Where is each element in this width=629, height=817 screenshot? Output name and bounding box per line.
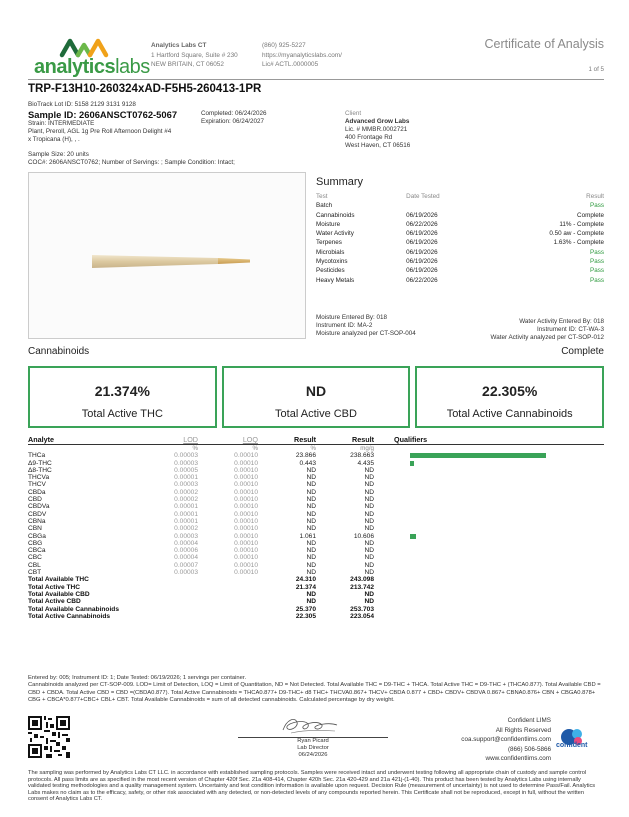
analyte-name: CBGa [28,532,46,540]
total-row [28,591,604,598]
summary-result: Complete [577,211,604,219]
biotrack-lot-id: BioTrack Lot ID: 5158 2129 3131 9128 [28,101,136,108]
analyte-row [28,460,604,467]
analyte-loq: 0.00010 [234,547,258,555]
summary-test: Batch [316,202,333,210]
preroll-image-icon [90,250,252,272]
water-activity-instrument-info: Water Activity Entered By: 018 Instrument ID: CT-WA-3 Water Activity analyzed per CT-SOP-012 [490,318,604,341]
cannabinoid-totals-boxes [28,366,604,428]
analyte-result-pct: ND [306,525,316,533]
total-result-pct: 24.310 [295,576,316,584]
summary-result: Pass [590,248,604,256]
analyte-result-pct: ND [306,561,316,569]
analyte-result-pct: ND [306,554,316,562]
summary-date: 06/22/2026 [406,220,438,228]
analyte-result-pct: ND [306,503,316,511]
analyte-lod: 0.00004 [174,554,198,562]
summary-date [406,201,476,210]
analyte-loq: 0.00010 [234,561,258,569]
summary-test: Mycotoxins [316,258,348,266]
analyte-name: THCa [28,452,46,460]
analyte-result-mg: ND [364,510,374,518]
analyte-lod: 0.00002 [174,496,198,504]
analyte-name: CBDa [28,488,46,496]
analyte-result-pct: ND [306,496,316,504]
analyte-result-pct: ND [306,517,316,525]
analyte-result-pct: 0.443 [299,459,316,467]
summary-date: 06/19/2026 [406,211,438,219]
analyte-result-mg: ND [364,554,374,562]
lims-info: Confident LIMS All Rights Reserved coa.support@confidentlims.com (866) 506-5866 www.confidentlims.com [461,717,551,762]
sample-strain: Strain: INTERMEDIATE Plant, Preroll, AGL 1g Pre Roll Afternoon Delight #4 x Tropicana (H), , . [28,120,172,143]
analyte-lod: 0.00001 [174,474,198,482]
analyte-lod: 0.00004 [174,539,198,547]
analyte-bar-cell [374,533,604,540]
lab-address: Analytics Labs CT 1 Hartford Square, Suite # 230 NEW BRITAIN, CT 06052 [151,42,238,68]
analyte-result-pct: ND [306,510,316,518]
analyte-lod: 0.00003 [174,532,198,540]
analyte-bar-cell [374,489,604,496]
analyte-loq: 0.00010 [234,525,258,533]
analyte-bar-cell [374,460,604,467]
lab-license: Lic# ACTL.0000005 [262,61,319,68]
total-result-pct: ND [306,598,316,606]
analyte-loq: 0.00010 [234,481,258,489]
signature-date: 06/24/2026 [298,751,328,758]
analyte-name: CBN [28,525,42,533]
analyte-row [28,481,604,488]
summary-date: 06/19/2026 [406,258,438,266]
analyte-row [28,569,604,576]
analyte-bar-cell [374,554,604,561]
total-row [28,576,604,583]
summary-row [316,238,604,247]
analyte-loq: 0.00010 [234,539,258,547]
total-active-thc-box: 21.374% Total Active THC [28,366,217,428]
analyte-result-mg: ND [364,517,374,525]
analyte-bar-cell [374,547,604,554]
summary-row [316,248,604,257]
summary-header-row: Test Date Tested Result [316,193,604,200]
lims-phone: (866) 506-5866 [507,745,551,753]
analyte-row [28,503,604,510]
analyte-row [28,554,604,561]
lab-name: Analytics Labs CT [151,42,207,49]
analyte-result-mg: ND [364,539,374,547]
analyte-loq: 0.00010 [234,474,258,482]
analyte-row [28,452,604,459]
client-name: Advanced Grow Labs [345,118,410,125]
total-name: Total Active Cannabinoids [28,612,111,620]
header-divider [28,79,604,80]
summary-row [316,211,604,220]
total-result-mg: ND [364,598,374,606]
analyte-lod: 0.00001 [174,503,198,511]
disclaimer: The sampling was performed by Analytics Labs CT LLC. in accordance with established sampling protocols. Samples were received intact and underwent testing following all appropriate chain of custody and sample control protocols. All pass limits are as specified in the most recent version of Chapter 420f Sec. 21a 408-414, Chapter 420h Sec. 21a 420-429 and 21a 421j-(1-40). This product has been tested by Analytics Labs using internally validated testing methodologies and a quality management system. Uncertainty and test condition information is available upon request. Decision Rule (measurement of uncertainty) is not used to determine Pass/Fail. Analytics Labs makes no claim as to the efficacy, safety, or other risk associated with any detected, or non-detected levels of any compounds reported herein. This Certificate shall not be reproduced, except in full, without the written consent of Analytics Labs CT. [28,770,596,803]
analyte-name: CBCa [28,547,46,555]
total-result-pct: 21.374 [295,583,316,591]
cannabinoids-title: Cannabinoids [28,346,90,357]
qr-code-icon[interactable] [28,716,70,758]
analyte-lod: 0.00003 [174,459,198,467]
summary-test: Water Activity [316,230,354,238]
summary-date: 06/19/2026 [406,230,438,238]
analyte-loq: 0.00010 [234,510,258,518]
signatory [238,738,388,758]
total-result-mg: 243.098 [350,576,374,584]
lims-website-link[interactable]: www.confidentlims.com [485,755,551,762]
lims-email-link[interactable]: coa.support@confidentlims.com [461,736,551,743]
sample-size: Sample Size: 20 units COC#: 2606ANSCT0762; Number of Servings: ; Sample Condition: Intact; [28,151,235,166]
sample-id: Sample ID: 2606ANSCT0762-5067 [28,109,178,120]
total-result-mg: 223.054 [350,612,374,620]
batch-title: TRP-F13H10-260324xAD-F5H5-260413-1PR [28,83,262,95]
analyte-result-pct: ND [306,539,316,547]
analyte-result-mg: 4.435 [357,459,374,467]
analyte-name: CBD [28,496,42,504]
analyte-loq: 0.00010 [234,532,258,540]
analyte-units-row: % % % mg/g [192,445,374,452]
analyte-bar-cell [374,481,604,488]
signature-icon [277,713,343,737]
summary-table [316,192,604,285]
analyte-row [28,496,604,503]
moisture-instrument-info: Moisture Entered By: 018 Instrument ID: MA-2 Moisture analyzed per CT-SOP-004 [316,314,416,337]
analyte-bar-cell [374,467,604,474]
analyte-row [28,511,604,518]
total-name: Total Available Cannabinoids [28,605,119,613]
analyte-result-pct: ND [306,569,316,577]
analyte-result-mg: ND [364,474,374,482]
lab-phone: (860) 925-5227 [262,42,306,49]
analyte-name: CBNa [28,517,46,525]
analyte-bar-cell [374,518,604,525]
analyte-table [28,435,604,620]
summary-test: Pesticides [316,267,345,275]
analyte-result-pct: ND [306,474,316,482]
analyte-lod: 0.00003 [174,481,198,489]
analyte-bar [410,534,416,539]
analyte-name: CBC [28,554,42,562]
total-name: Total Available THC [28,576,89,584]
analyte-header-row: Analyte LOD LOQ Result Result Qualifiers [28,435,604,445]
analyte-bar-cell [374,569,604,576]
analyte-row [28,518,604,525]
analyte-result-mg: ND [364,481,374,489]
summary-test: Cannabinoids [316,211,355,219]
analyte-bar-cell [374,474,604,481]
summary-result: Pass [590,267,604,275]
client-label: Client [345,110,362,117]
summary-row [316,266,604,275]
lab-contact [262,41,342,70]
total-result-mg: ND [364,590,374,598]
analyte-row [28,533,604,540]
analyte-loq: 0.00010 [234,488,258,496]
total-row [28,606,604,613]
summary-title: Summary [316,176,364,188]
analyte-result-pct: ND [306,481,316,489]
analyte-lod: 0.00001 [174,517,198,525]
sample-dates: Completed: 06/24/2026 Expiration: 06/24/2027 [201,110,267,125]
analyte-result-mg: ND [364,488,374,496]
analyte-row [28,467,604,474]
analyte-row [28,474,604,481]
analyte-bar-cell [374,525,604,532]
confident-wordmark: confident [556,742,588,749]
analyte-result-mg: ND [364,525,374,533]
summary-row [316,220,604,229]
analyte-row [28,547,604,554]
analyte-result-mg: ND [364,496,374,504]
analyte-loq: 0.00010 [234,503,258,511]
total-result-pct: ND [306,590,316,598]
analyte-lod: 0.00007 [174,561,198,569]
analyte-bar-cell [374,540,604,547]
summary-date: 06/22/2026 [406,276,438,284]
analyte-lod: 0.00006 [174,547,198,555]
analyte-loq: 0.00010 [234,569,258,577]
analyte-result-pct: ND [306,466,316,474]
analyte-result-pct: 1.061 [299,532,316,540]
total-result-mg: 213.742 [350,583,374,591]
page-number: 1 of 5 [588,66,604,73]
analyte-bar-cell [374,562,604,569]
analyte-bar-cell [374,496,604,503]
summary-test: Terpenes [316,239,342,247]
analyte-loq: 0.00010 [234,459,258,467]
summary-result: Pass [590,258,604,266]
analyte-name: CBT [28,569,42,577]
analyte-row [28,525,604,532]
analyte-name: Δ8-THC [28,466,52,474]
analyte-result-mg: ND [364,466,374,474]
analyte-bar-cell [374,511,604,518]
analyte-lod: 0.00001 [174,510,198,518]
total-result-pct: 25.370 [295,605,316,613]
total-row [28,598,604,605]
analyte-loq: 0.00010 [234,517,258,525]
analyte-result-mg: ND [364,503,374,511]
analyte-lod: 0.00002 [174,525,198,533]
analyte-lod: 0.00003 [174,569,198,577]
signatory-title: Lab Director [297,744,329,751]
analyte-bar [410,453,546,458]
total-result-pct: 22.305 [295,612,316,620]
analyte-loq: 0.00010 [234,496,258,504]
total-row [28,584,604,591]
analyte-row [28,540,604,547]
analyte-name: CBDV [28,510,47,518]
summary-date: 06/19/2026 [406,239,438,247]
signatory-name: Ryan Picard [297,738,329,744]
analyte-lod: 0.00003 [174,452,198,460]
summary-result: 0.50 aw - Complete [549,230,604,238]
analyte-row [28,489,604,496]
analyte-result-pct: ND [306,488,316,496]
summary-row [316,276,604,285]
analyte-result-mg: ND [364,547,374,555]
summary-result: Pass [590,202,604,210]
analyte-row [28,562,604,569]
analyte-result-pct: ND [306,547,316,555]
analyte-loq: 0.00010 [234,554,258,562]
summary-row [316,229,604,238]
analyte-name: CBDVa [28,503,50,511]
analyte-lod: 0.00002 [174,488,198,496]
client-info: Client Advanced Grow Labs Lic. # MMBR.0002721 400 Frontage Rd West Haven, CT 06516 [345,110,411,149]
total-name: Total Active THC [28,583,81,591]
analyte-loq: 0.00010 [234,452,258,460]
cannabinoid-notes: Entered by: 005; Instrument ID: 1; Date Tested: 06/19/2026; 1 servings per container. Cannabinoids analyzed per CT-SOP-009. LOD= Limit of Detection, LOQ = Limit of Quantitation, ND = Not Detected. Total Available THC = D9-THC + THCA. Total Active THC = D9-THC + (THCA0.877). Total Available CBD = CBD + CBDA. Total Active CBD = CBD =(CBDA0.877). Total Active Cannabinoids = THCA0.877+ D9-THC+ d8 THC+ THCVA0.867+ THCV+ CBDA 0.877 + CBD+ CBDV+ CBDVA 0.867+ CBNA0.876+ CBN + CBGA0.878+ CBG + CBCA*0.877+CBC+ CBL+ CBT. Total Available Cannabinoids = sum of all detected cannabinoids. Calculated percentage by dry weight. [28,675,601,703]
total-name: Total Active CBD [28,598,81,606]
analyte-name: THCV [28,481,46,489]
summary-row [316,201,604,210]
document-title: Certificate of Analysis [484,37,604,51]
analyte-name: CBG [28,539,43,547]
analyte-result-pct: 23.866 [295,452,316,460]
analyte-bar-cell [374,503,604,510]
total-active-cbd-box: ND Total Active CBD [222,366,411,428]
analyte-loq: 0.00010 [234,466,258,474]
summary-date: 06/19/2026 [406,248,438,256]
summary-result: 11% - Complete [559,220,604,228]
total-active-cannabinoids-box: 22.305% Total Active Cannabinoids [415,366,604,428]
summary-test: Heavy Metals [316,276,355,284]
analyte-bar [410,461,414,466]
analyte-name: CBL [28,561,41,569]
summary-result: 1.63% - Complete [553,239,604,247]
analyte-name: Δ9-THC [28,459,52,467]
total-result-mg: 253.703 [350,605,374,613]
analyte-result-mg: ND [364,561,374,569]
analyte-result-mg: ND [364,569,374,577]
analyte-bar-cell [374,452,604,459]
summary-test: Microbials [316,248,345,256]
total-name: Total Available CBD [28,590,90,598]
summary-date: 06/19/2026 [406,267,438,275]
analyte-result-mg: 238.663 [350,452,374,460]
summary-row [316,257,604,266]
lab-website-link[interactable]: https://myanalyticslabs.com/ [262,51,342,59]
cannabinoids-status: Complete [561,346,604,357]
summary-test: Moisture [316,220,341,228]
analyte-name: THCVa [28,474,50,482]
analyte-result-mg: 10.606 [353,532,374,540]
summary-result: Pass [590,276,604,284]
logo-wordmark: analyticslabs [34,56,150,78]
analyte-lod: 0.00005 [174,466,198,474]
total-row [28,613,604,620]
